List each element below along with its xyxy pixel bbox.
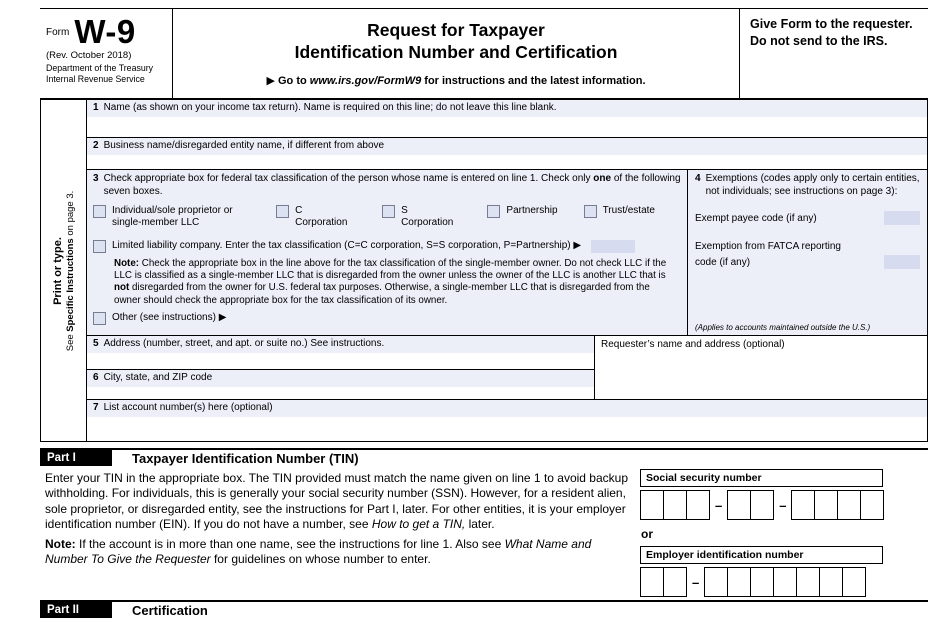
llc-checkbox[interactable] [93,240,106,253]
ein-digit-box[interactable] [750,567,774,597]
llc-checkbox-row [93,240,681,253]
give-form-notice: Give Form to the requester. Do not send to the IRS. [750,17,913,48]
line6-city-row [87,370,594,399]
field-rows [87,100,927,441]
part2-header-bar [40,600,928,618]
fatca-label-line2: code (if any) [695,256,751,268]
print-or-type-rail [41,100,87,441]
address-city-cells [87,336,595,399]
ein-label-box: Employer identification number [640,546,883,564]
ein-digit-box[interactable] [819,567,843,597]
line1-name-row [87,100,927,138]
s-corporation-checkbox-label: S Corporation [401,205,454,228]
c-corporation-checkbox[interactable] [276,205,289,218]
form-fields-section [40,100,928,442]
ssn-dash: – [715,497,723,513]
print-or-type-label: Print or type. [51,236,64,305]
other-checkbox-label: Other (see instructions) ▶ [112,311,227,323]
ein-dash: – [692,574,700,590]
checkbox-item-trust-estate [584,205,655,229]
line3-number: 3 [93,173,99,184]
line7-account-numbers-row [87,400,927,441]
line1-label: Name (as shown on your income tax return). Name is required on this line; do not leave this line blank. [103,102,557,113]
line3-label: Check appropriate box for federal tax classification of the person whose name is entered on line 1. Check only one of the following seven boxes. [103,173,681,197]
part1-tab: Part I [40,450,112,466]
llc-checkbox-label: Limited liability company. Enter the tax classification (C=C corporation, S=S corporation, P=Partnership) ▶ [112,240,582,251]
ssn-digit-box[interactable] [837,490,861,520]
ssn-digit-box[interactable] [727,490,751,520]
part1-header-bar [40,448,928,466]
form-number-line [46,15,168,49]
line1-label-row [87,100,927,115]
form-revision: (Rev. October 2018) [46,50,132,61]
fatca-code-row [695,255,920,269]
part2-tab: Part II [40,602,112,618]
line7-label: List account number(s) here (optional) [103,402,273,413]
line5-address-row [87,336,594,370]
or-label: or [641,527,653,541]
partnership-checkbox[interactable] [487,205,500,218]
ein-group-1 [640,567,687,597]
checkbox-item-individual [93,205,262,229]
llc-tax-classification-input[interactable] [591,240,635,253]
line6-label-row [87,370,594,385]
see-specific-instructions-label: See Specific Instructions on page 3. [64,190,76,351]
checkbox-item-c-corporation [276,205,356,229]
line2-business-name-row [87,138,927,170]
line6-label: City, state, and ZIP code [103,372,213,383]
ssn-dash: – [779,497,787,513]
rotated-rail-text [52,106,76,436]
exempt-payee-code-label: Exempt payee code (if any) [695,212,817,224]
fatca-label-line1: Exemption from FATCA reporting [695,241,841,252]
line3-classification-row [87,170,927,336]
form-identity-block [40,9,172,98]
checkbox-item-s-corporation [382,205,461,229]
form-word-label: Form [46,26,70,38]
ssn-digit-box[interactable] [860,490,884,520]
department-of-treasury-label: Department of the Treasury [46,63,154,73]
requester-name-address-box[interactable] [595,336,927,399]
ein-digit-box[interactable] [640,567,664,597]
ssn-group-3 [791,490,884,520]
ein-digit-box[interactable] [663,567,687,597]
tin-entry-column [640,469,928,597]
exempt-payee-code-input[interactable] [884,211,920,225]
partnership-checkbox-label: Partnership [506,205,558,216]
line7-account-numbers-input[interactable] [87,417,927,442]
line2-number: 2 [93,140,99,151]
line1-number: 1 [93,102,99,113]
requester-label: Requester’s name and address (optional) [601,339,785,350]
line5-label: Address (number, street, and apt. or suite no.) See instructions. [103,338,385,349]
line6-number: 6 [93,372,99,383]
fatca-exemption-block [695,240,920,269]
line5-label-row [87,336,594,351]
goto-instructions-line: ▶ Go to www.irs.gov/FormW9 for instructions and the latest information. [266,75,646,87]
line4-number: 4 [695,173,701,184]
line7-label-row [87,400,927,415]
individual-sole-proprietor-checkbox[interactable] [93,205,106,218]
form-number-label: W-9 [74,13,136,50]
part1-instructions [45,471,635,568]
internal-revenue-service-label: Internal Revenue Service [46,73,145,84]
ein-digit-box[interactable] [773,567,797,597]
line6-city-input[interactable] [87,387,594,400]
trust-estate-checkbox[interactable] [584,205,597,218]
ssn-digit-box[interactable] [814,490,838,520]
other-checkbox-row [93,312,681,325]
line5-6-address-rows [87,336,927,400]
line1-name-input[interactable] [87,117,927,138]
applies-outside-us-note: (Applies to accounts maintained outside the U.S.) [695,323,871,332]
trust-estate-checkbox-label: Trust/estate [602,205,655,216]
line2-label-row [87,138,927,153]
ein-digit-box[interactable] [796,567,820,597]
line3-note: Note: Check the appropriate box in the line above for the tax classification of the single-member owner. Do not check LLC if the LLC is classified as a single-member LLC that is disregarded from the owner unless the owner of the LLC is another LLC that is not disregarded from the owner for U.S. federal tax purposes. Otherwise, a single-member LLC that is disregarded from the owner should check the appropriate box for the tax classification of its owner. [114,258,667,306]
ein-digit-box[interactable] [727,567,751,597]
ssn-digit-box[interactable] [750,490,774,520]
ssn-digit-box[interactable] [640,490,664,520]
part2-title: Certification [132,602,208,618]
form-title-line2: Identification Number and Certification [294,41,618,62]
part1-note: Note: If the account is in more than one name, see the instructions for line 1. Also see What Name and Number To Give the Requester for guidelines on whose number to enter. [45,537,592,567]
form-title-block [172,9,740,98]
ssn-input-boxes [640,490,928,520]
form-title-line1: Request for Taxpayer [367,20,545,40]
line3-classification-cell [87,170,687,335]
classification-checkbox-row [93,205,681,229]
fatca-code-input[interactable] [884,255,920,269]
c-corporation-checkbox-label: C Corporation [295,205,348,228]
line5-number: 5 [93,338,99,349]
ein-input-boxes [640,567,928,597]
line2-label: Business name/disregarded entity name, if different from above [103,140,385,151]
part1-paragraph: Enter your TIN in the appropriate box. The TIN provided must match the name given on line 1 to avoid backup withholding. For individuals, this is generally your social security number (SSN). However, for a resident alien, sole proprietor, or disregarded entity, see the instructions for Part I, later. For other entities, it is your employer identification number (EIN). If you do not have a number, see How to get a TIN, later. [45,471,628,531]
ein-digit-box[interactable] [704,567,728,597]
checkbox-item-partnership [487,205,557,229]
ein-group-2 [704,567,866,597]
other-checkbox[interactable] [93,312,106,325]
ssn-digit-box[interactable] [663,490,687,520]
line4-label-row [695,172,920,198]
s-corporation-checkbox[interactable] [382,205,395,218]
exempt-payee-row [695,211,920,225]
ssn-digit-box[interactable] [686,490,710,520]
part1-body [40,466,928,600]
line4-label: Exemptions (codes apply only to certain entities, not individuals; see instructions on page 3): [705,173,920,197]
part1-title: Taxpayer Identification Number (TIN) [132,450,359,466]
individual-checkbox-label: Individual/sole proprietor or single-member LLC [112,205,233,228]
ssn-group-2 [727,490,774,520]
ssn-label-box: Social security number [640,469,883,487]
line5-address-input[interactable] [87,353,594,370]
line7-number: 7 [93,402,99,413]
line2-business-name-input[interactable] [87,155,927,170]
ssn-group-1 [640,490,710,520]
form-header [40,8,928,100]
ein-digit-box[interactable] [842,567,866,597]
line3-label-row [93,172,681,198]
ssn-digit-box[interactable] [791,490,815,520]
line4-exemptions-cell [687,170,927,335]
